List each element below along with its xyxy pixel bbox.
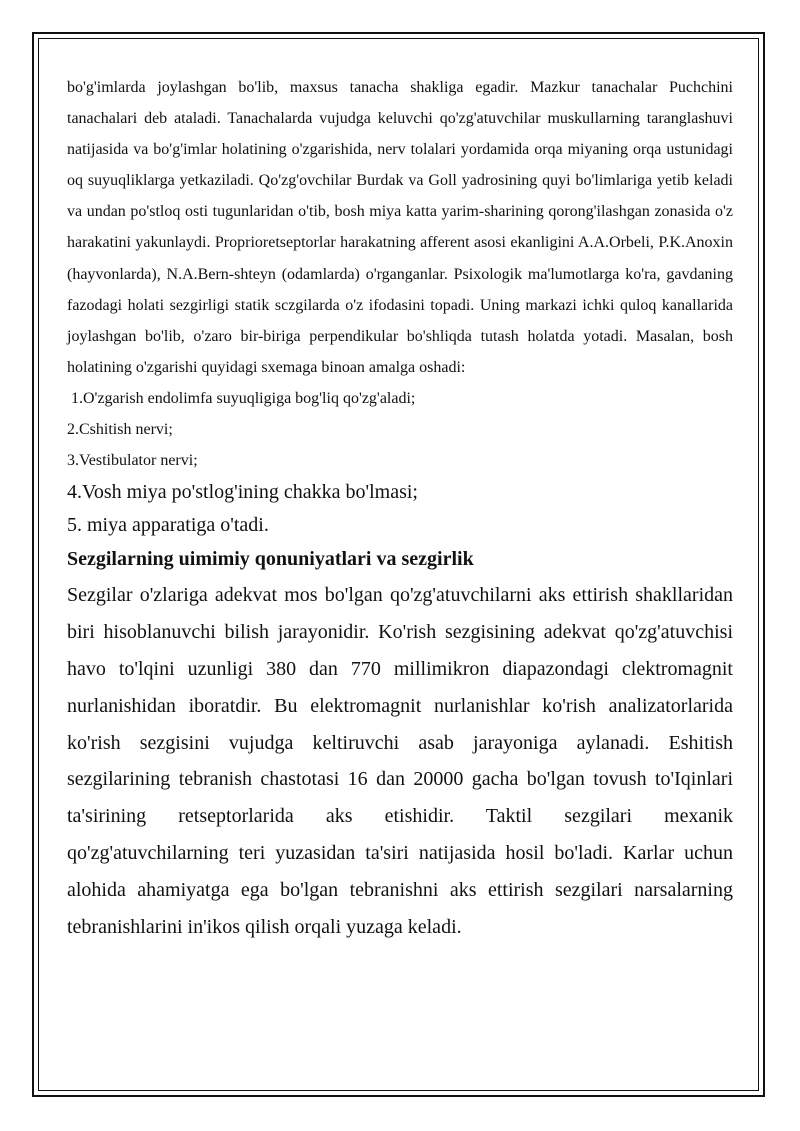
section-heading: Sezgilarning uimimiy qonuniyatlari va sezgirlik — [67, 547, 474, 570]
document-body — [67, 72, 733, 946]
list-item-3: 3.Vestibulator nervi; — [67, 451, 198, 469]
paragraph-proprioceptors: bo'g'imlarda joylashgan bo'lib, maxsus tanacha shakliga egadir. Mazkur tanachalar Puchchini tanachalari deb ataladi. Tanachalarda vujudga keluvchi qo'zg'atuvchilar muskullarning taranglashuvi natijasida va bo'g'imlar holatining o'zgarishida, nerv tolalari yordamida orqa miyaning orqa ustunidagi oq suyuqliklarga yetkaziladi. Qo'zg'ovchilar Burdak va Goll yadrosining quyi bo'limlariga yetib keladi va undan po'stloq osti tugunlaridan o'tib, bosh miya katta yarim-sharining qorong'ilashgan zonasida o'z harakatini yakunlaydi. Proprioretseptorlar harakatning afferent asosi ekanligini A.A.Orbeli, P.K.Anoxin (hayvonlarda), N.A.Bern-shteyn (odamlarda) o'rganganlar. Psixologik ma'lumotlarga ko'ra, gavdaning fazodagi holati sezgirligi statik sczgilarda o'z ifodasini topadi. Uning markazi ichki quloq kanallarida joylashgan bo'lib, o'zaro bir-biriga perpendikular bo'shliqda tutash holatda yotadi. Masalan, bosh holatining o'zgarishi quyidagi sxemaga binoan amalga oshadi: — [67, 79, 733, 376]
list-item-5: 5. miya apparatiga o'tadi. — [67, 513, 269, 536]
paragraph-sensations: Sezgilar o'zlariga adekvat mos bo'lgan qo'zg'atuvchilarni aks ettirish shakllaridan biri hisoblanuvchi bilish jarayonidir. Ko'rish sezgisining adekvat qo'zg'atuvchisi havo to'lqini uzunligi 380 dan 770 millimikron diapazondagi clektromagnit nurlanishidan iboratdir. Bu elektromagnit nurlanishlar ko'rish analizatorlarida ko'rish sezgisini vujudga keltiruvchi asab jarayoniga aylanadi. Eshitish sezgilarining tebranish chastotasi 16 dan 20000 gacha bo'lgan tovush to'Iqinlari ta'sirining retseptorlarida aks etishidir. Taktil sezgilari mexanik qo'zg'atuvchilarning teri yuzasidan ta'siri natijasida hosil bo'ladi. Karlar uchun alohida ahamiyatga ega bo'lgan tebranishni aks ettirish sezgilari narsalarning tebranishlarini in'ikos qilish orqali yuzaga keladi. — [67, 583, 733, 939]
list-item-2: 2.Cshitish nervi; — [67, 420, 173, 438]
list-item-1: 1.O'zgarish endolimfa suyuqligiga bog'liq qo'zg'aladi; — [67, 389, 416, 407]
list-item-4: 4.Vosh miya po'stlog'ining chakka bo'lmasi; — [67, 480, 418, 503]
